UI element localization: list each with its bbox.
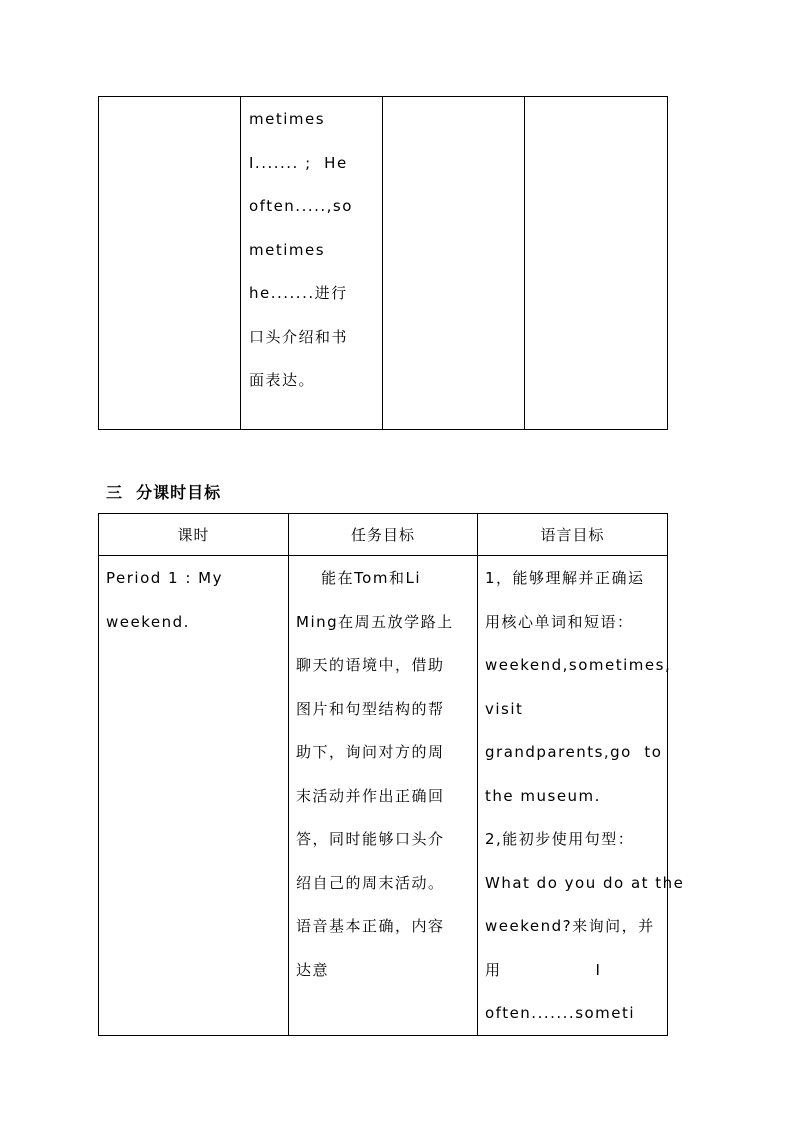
header-language-goal: 语言目标	[478, 514, 668, 556]
cell-line: often.....,so	[249, 197, 353, 215]
cell-line: 用核心单词和短语：	[485, 612, 634, 631]
cell-line: 能在Tom和Li	[296, 569, 421, 587]
table-cell	[99, 97, 241, 430]
cell-line: 图片和句型结构的帮	[296, 699, 445, 718]
header-task-goal: 任务目标	[289, 514, 478, 556]
header-period: 课时	[99, 514, 289, 556]
cell-line: 答，同时能够口头介	[296, 830, 445, 848]
period-cell	[99, 556, 289, 1036]
cell-line: 达意	[296, 960, 330, 979]
cell-line: 助下，询问对方的周	[296, 743, 445, 761]
continuation-table	[98, 96, 668, 430]
cell-line: 聊天的语境中，借助	[296, 656, 445, 674]
cell-line: often.......someti	[485, 1004, 636, 1022]
task-goal-cell	[289, 556, 478, 1036]
cell-line: 用 I	[485, 960, 602, 979]
cell-line: 2,能初步使用句型：	[485, 830, 635, 848]
cell-line: I....... ; He	[249, 153, 348, 172]
cell-line: What do you do at the	[485, 873, 685, 892]
cell-line: visit	[485, 699, 524, 718]
cell-line: 1，能够理解并正确运	[485, 569, 645, 587]
cell-line: 面表达。	[249, 371, 316, 389]
table-cell	[241, 97, 383, 430]
period-objectives-table	[98, 513, 685, 1036]
cell-line: grandparents,go to	[485, 743, 663, 761]
cell-line: metimes	[249, 110, 326, 128]
language-goal-cell	[478, 556, 685, 1036]
table-row	[99, 556, 668, 1036]
section-heading: 三 分课时目标	[106, 483, 222, 502]
cell-line: 语音基本正确，内容	[296, 917, 445, 935]
table-cell	[383, 97, 525, 430]
cell-line: Ming在周五放学路上	[296, 612, 454, 631]
cell-line: weekend?来询问，并	[485, 917, 655, 935]
cell-line: he.......进行	[249, 284, 348, 302]
cell-line: weekend.	[106, 612, 190, 631]
cell-line: 口头介绍和书	[249, 327, 349, 346]
cell-line: Period 1 : My	[106, 569, 223, 587]
cell-line: weekend,sometimes,	[485, 656, 672, 674]
cell-line: the museum.	[485, 786, 601, 805]
cell-line: 末活动并作出正确回	[296, 786, 445, 805]
table-header-row	[99, 514, 668, 556]
cell-line: metimes	[249, 240, 326, 259]
cell-line: 绍自己的周末活动。	[296, 873, 445, 892]
table-cell	[525, 97, 668, 430]
